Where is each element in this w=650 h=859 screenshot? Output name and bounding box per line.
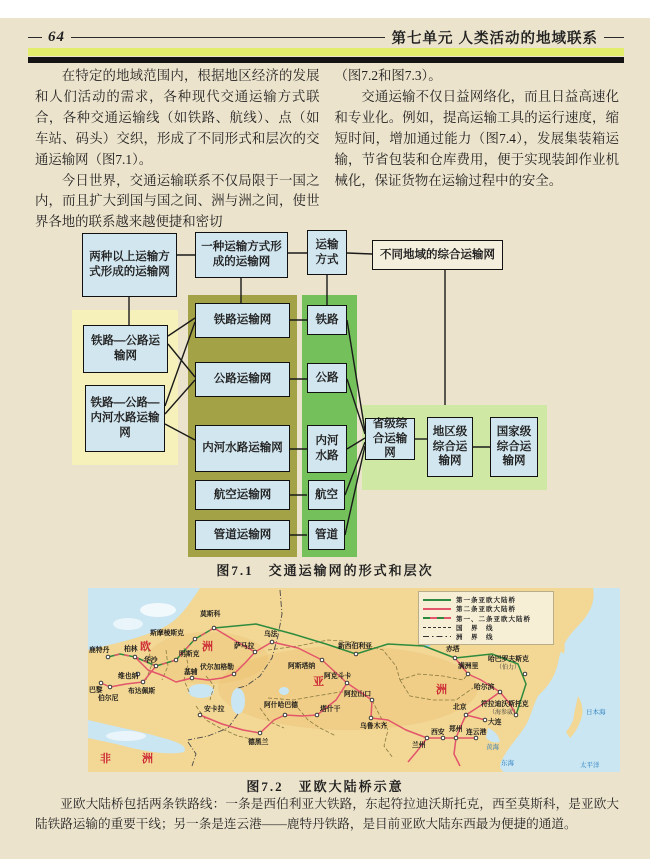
city-dot: [174, 658, 178, 662]
continent-label: 洲: [202, 641, 213, 653]
city-label: 莫斯科: [200, 611, 221, 618]
legend-green-line-icon: [423, 599, 451, 601]
city-label: 阿克斗卡: [324, 673, 352, 680]
city-label: 符拉迪沃斯托克: [481, 701, 529, 708]
body-text: [35, 66, 619, 233]
city-dot: [369, 716, 373, 720]
header-rule-right: [604, 37, 624, 38]
city-label: 萨马拉: [234, 643, 255, 650]
city-dot: [190, 676, 194, 680]
legend-row: [423, 632, 549, 641]
city-label: 巴黎: [89, 687, 103, 694]
left-column: [35, 66, 320, 233]
city-label: 伯尔尼: [98, 695, 119, 702]
city-dot: [108, 685, 112, 689]
city-dot: [441, 736, 445, 740]
figure-7-2-caption: 图7.2 亚欧大陆桥示意: [246, 779, 404, 794]
sea-highlight: [113, 618, 143, 630]
flow-box-air: 航空: [308, 480, 345, 510]
legend-dash-line-icon: [423, 627, 451, 628]
page-header: [28, 27, 624, 47]
figure-7-1-caption: 图7.1 交通运输网的形式和层次: [216, 563, 434, 578]
city-dot: [141, 680, 145, 684]
paragraph: （图7.2和图7.3）。: [334, 68, 442, 83]
city-dot: [523, 672, 527, 676]
city-sublabel: （海参崴）: [489, 710, 520, 716]
flow-box-water-net: 内河水路运输网: [195, 425, 290, 472]
sea-highlight: [106, 731, 146, 741]
city-label: 北京: [453, 704, 467, 711]
footnote: [35, 795, 619, 834]
legend-label: 洲 界 线: [456, 634, 494, 641]
aral-sea: [279, 687, 289, 695]
city-dot: [193, 637, 197, 641]
city-label: 鹿特丹: [89, 647, 110, 654]
flow-box-rail-road-water: 铁路—公路—内河水路运输网: [85, 385, 165, 452]
sea-highlight: [140, 603, 176, 617]
city-dot: [212, 626, 216, 630]
city-dot: [198, 713, 202, 717]
continent-label: 洲: [436, 684, 447, 696]
city-dot: [483, 718, 487, 722]
city-dot: [232, 672, 236, 676]
flow-box-national: 国家级综合运输网: [490, 417, 538, 477]
flow-box-rail-road: 铁路—公路运输网: [83, 325, 168, 373]
city-label: 阿拉山口: [344, 691, 372, 698]
city-dot: [320, 658, 324, 662]
flow-box-mode: 运输方式: [307, 230, 347, 275]
eurasia-land-bridge-map: [88, 588, 620, 772]
city-dot: [133, 655, 137, 659]
city-label: 哈巴罗夫斯克: [488, 656, 529, 663]
city-label: 德黑兰: [248, 739, 269, 746]
right-column: [335, 66, 620, 233]
city-dot: [474, 736, 478, 740]
flow-box-road-net: 公路运输网: [195, 362, 290, 397]
city-label: 大连: [488, 719, 502, 726]
flow-box-air-net: 航空运输网: [195, 480, 290, 510]
unit-title: 第七单元 人类活动的地域联系: [391, 30, 598, 47]
city-label: 阿斯塔纳: [288, 663, 316, 670]
city-label: 伏尔加格勒: [200, 664, 234, 671]
flow-box-regional: 不同地域的综合运输网: [372, 240, 503, 270]
legend-both-line-icon: [423, 617, 451, 619]
city-sublabel: （伯力）: [496, 665, 521, 671]
city-dot: [466, 672, 470, 676]
city-label: 明斯克: [179, 651, 200, 658]
city-label: 柏林: [124, 646, 138, 653]
city-label: 布达佩斯: [128, 688, 156, 695]
city-label: 郑州: [449, 726, 463, 733]
flow-box-district: 地区级综合运输网: [427, 417, 473, 477]
city-label: 斯摩棱斯克: [150, 630, 184, 637]
city-label: 哈尔滨: [474, 684, 495, 691]
continent-label: 亚: [313, 676, 324, 688]
figure-7-1-flowchart: [0, 228, 650, 563]
city-label: 维也纳: [118, 673, 139, 680]
city-label: 赤塔: [446, 646, 460, 653]
header-rule-left: [28, 37, 42, 38]
city-dot: [253, 650, 257, 654]
city-label: 兰州: [412, 742, 426, 749]
legend-row: [423, 623, 549, 632]
legend-row: [423, 604, 549, 613]
black-sea: [188, 684, 214, 698]
footnote-text: 亚欧大陆桥包括两条铁路线：一条是西伯利亚大铁路，东起符拉迪沃斯托克，西至莫斯科，是亚欧大陆铁路运输的重要干线；另一条是连云港——鹿特丹铁路，是目前亚欧大陆东西最为便捷的通道。: [35, 797, 619, 831]
city-label: 塔什干: [320, 706, 341, 713]
continent-label: 非: [100, 753, 111, 765]
flow-box-water: 内河水路: [307, 425, 347, 473]
sea-label: 太平洋: [580, 762, 600, 769]
paragraph: 在特定的地域范围内，根据地区经济的发展和人们活动的需求，各种现代交通运输方式联合，各种交通运输线（如铁路、航线）、点（如车站、码头）交织，形成了不同形式和层次的交通运输网（图7.1）。: [35, 68, 320, 167]
legend-dashdot-line-icon: [423, 636, 451, 638]
continent-label: 欧: [140, 641, 151, 653]
legend-label: 国 界 线: [456, 624, 494, 632]
city-label: 安卡拉: [204, 706, 225, 713]
city-dot: [354, 652, 358, 656]
city-label: 满洲里: [458, 663, 479, 670]
city-dot: [464, 713, 468, 717]
continent-label: 洲: [142, 753, 153, 765]
city-dot: [498, 690, 502, 694]
city-label: 连云港: [466, 729, 487, 736]
city-dot: [283, 713, 287, 717]
city-dot: [453, 656, 457, 660]
paragraph: 今日世界，交通运输联系不仅局限于一国之内，而且扩大到国与国之间、洲与洲之间，使世界各地的联系越来越便捷和密切: [35, 172, 320, 230]
caspian-sea: [231, 688, 245, 714]
city-label: 基辅: [184, 669, 198, 676]
flow-box-rail-net: 铁路运输网: [195, 303, 290, 338]
legend-row: [423, 614, 549, 623]
legend-label: 第一、二条亚欧大陆桥: [456, 615, 531, 623]
flow-box-rail: 铁路: [307, 305, 347, 335]
flow-box-pipe: 管道: [308, 520, 345, 550]
city-label: 华沙: [144, 657, 158, 664]
legend-label: 第二条亚欧大陆桥: [456, 606, 516, 614]
city-dot: [106, 655, 110, 659]
paragraph: 交通运输不仅日益网络化，而且日益高速化和专业化。例如，提高运输工具的运行速度，缩短时间，增加通过能力（图7.4），发展集装箱运输，节省包装和仓库费用，便于实现装卸作业机械化，保证货物在运输过程中的安全。: [334, 88, 619, 188]
city-dot: [99, 681, 103, 685]
city-dot: [454, 736, 458, 740]
sea-label: 黄海: [486, 744, 499, 751]
sea-label: 日本海: [586, 709, 606, 716]
city-label: 乌鲁木齐: [360, 723, 388, 730]
flow-box-road: 公路: [307, 363, 347, 393]
legend-label: 第一条亚欧大陆桥: [456, 597, 516, 604]
city-label: 阿什哈巴德: [264, 702, 298, 709]
flow-box-multi-mode: 两种以上运输方式形成的运输网: [82, 233, 177, 297]
header-black-bar: [28, 57, 624, 63]
city-label: 乌法: [264, 631, 278, 638]
city-dot: [154, 664, 158, 668]
header-rule-middle: [71, 37, 385, 38]
city-label: 新西伯利亚: [338, 643, 372, 650]
sea-label: 东海: [501, 760, 514, 767]
city-dot: [345, 681, 349, 685]
city-dot: [315, 713, 319, 717]
map-legend: [418, 591, 554, 645]
legend-red-line-icon: [423, 608, 451, 610]
flow-box-provincial: 省级综合运输网: [365, 418, 415, 460]
city-label: 西安: [431, 729, 445, 736]
page-number: 64: [48, 28, 65, 45]
city-dot: [258, 731, 262, 735]
header-highlight-band: [28, 48, 624, 56]
flow-box-single-mode: 一种运输方式形成的运输网: [195, 232, 288, 278]
city-dot: [370, 698, 374, 702]
city-dot: [270, 640, 274, 644]
legend-row: [423, 595, 549, 604]
flow-box-pipe-net: 管道运输网: [195, 520, 290, 550]
city-dot: [425, 736, 429, 740]
